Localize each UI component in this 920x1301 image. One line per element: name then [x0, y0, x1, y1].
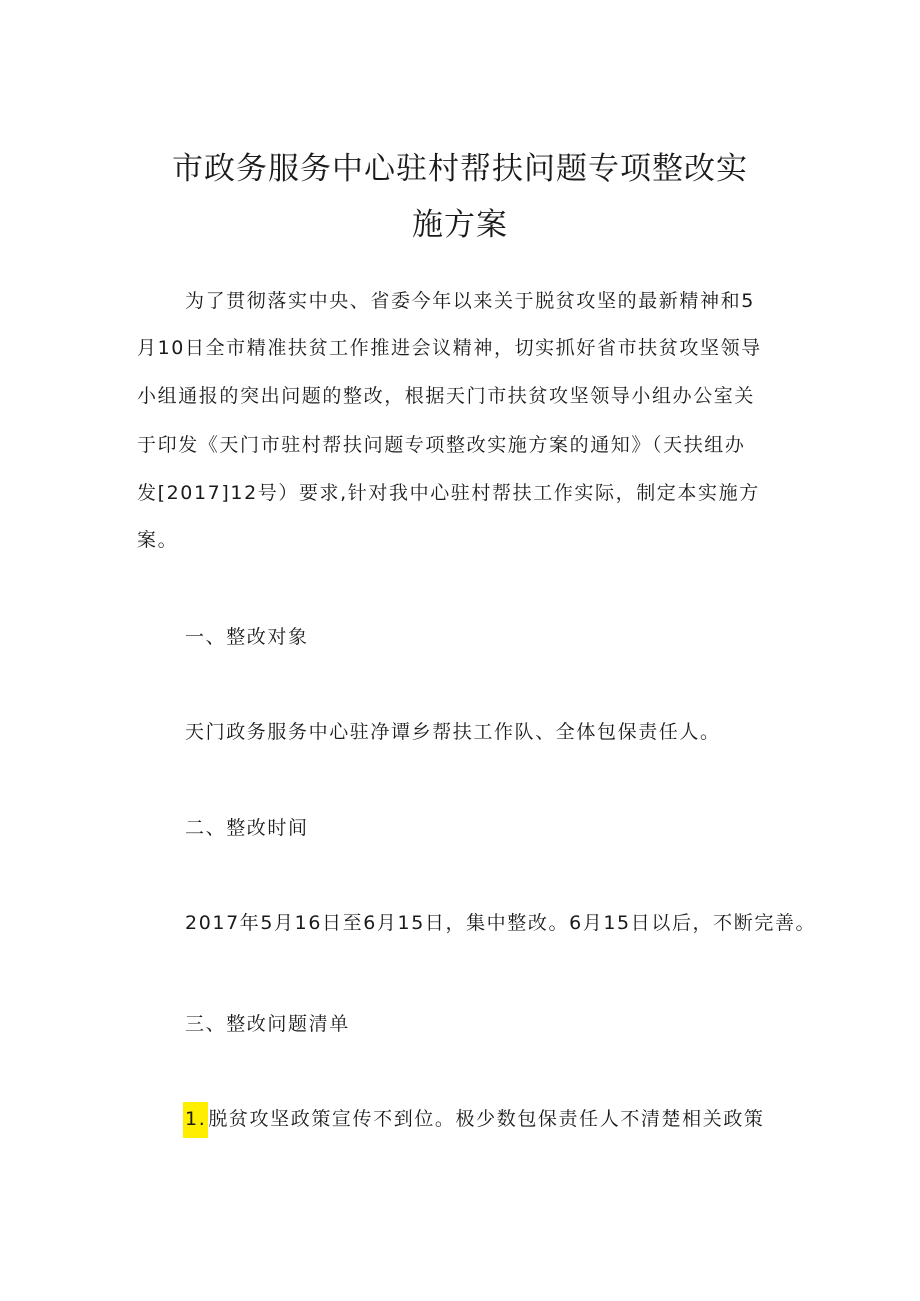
document-title-line-2: 施方案 — [412, 207, 508, 243]
section-1-heading: 一、整改对象 — [185, 626, 309, 648]
intro-line-3: 小组通报的突出问题的整改，根据天门市扶贫攻坚领导小组办公室关 — [137, 385, 756, 407]
intro-line-4: 于印发《天门市驻村帮扶问题专项整改实施方案的通知》（天扶组办 — [137, 434, 746, 456]
document-title-line-1: 市政务服务中心驻村帮扶问题专项整改实 — [172, 151, 748, 187]
section-1-content: 天门政务服务中心驻净谭乡帮扶工作队、全体包保责任人。 — [185, 721, 721, 743]
intro-line-2: 月10日全市精准扶贫工作推进会议精神，切实抓好省市扶贫攻坚领导 — [137, 337, 762, 359]
section-2-heading: 二、整改时间 — [185, 817, 309, 839]
intro-line-6: 案。 — [137, 529, 179, 551]
intro-line-1: 为了贯彻落实中央、省委今年以来关于脱贫攻坚的最新精神和5 — [185, 290, 755, 312]
problem-item-1-text: 脱贫攻坚政策宣传不到位。极少数包保责任人不清楚相关政策 — [208, 1108, 765, 1130]
problem-item-1 — [185, 1102, 765, 1138]
intro-line-5: 发[2017]12号）要求,针对我中心驻村帮扶工作实际，制定本实施方 — [137, 482, 760, 504]
section-3-heading: 三、整改问题清单 — [185, 1013, 350, 1035]
section-2-content: 2017年5月16日至6月15日，集中整改。6月15日以后，不断完善。 — [185, 912, 817, 934]
problem-item-1-number: 1. — [183, 1102, 208, 1138]
